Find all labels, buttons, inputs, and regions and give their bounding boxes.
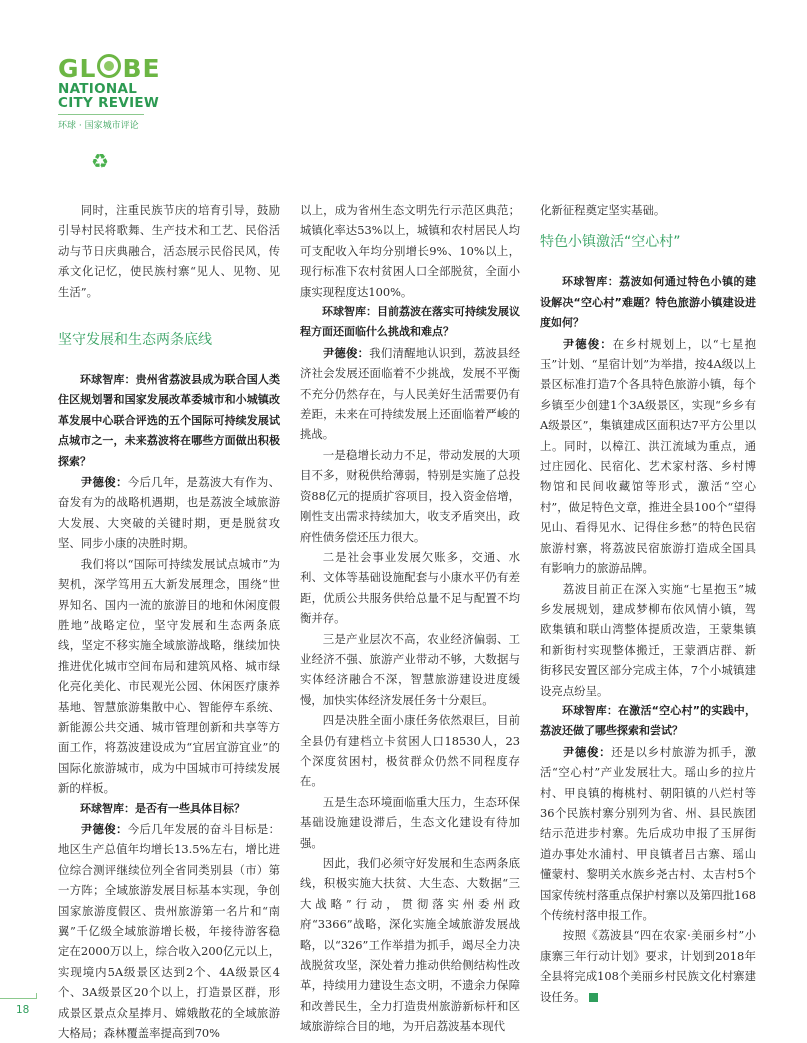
footer-rule	[0, 998, 36, 999]
paragraph	[540, 925, 756, 1007]
logo-city-review: CITY REVIEW	[58, 95, 160, 111]
logo-chinese-subtitle: 环球 · 国家城市评论	[58, 114, 144, 131]
article-column-1	[58, 200, 280, 1043]
paragraph: 三是产业层次不高，农业经济偏弱、工业经济不强、旅游产业带动不够，大数据与实体经济融合不深，智慧旅游建设进度缓慢，加快实体经济发展任务十分艰巨。	[300, 631, 520, 707]
paragraph: 同时，注重民族节庆的培育引导，鼓励引导村民将歌舞、生产技术和工艺、民俗活动与节日庆典融合，活态展示民俗民风，传承文化记忆，使民族村寨“见人、见物、见生活”。	[58, 203, 280, 299]
logo-national: NATIONAL	[58, 81, 138, 97]
interview-answer	[58, 819, 280, 1043]
section-heading: 坚守发展和生态两条底线	[58, 332, 212, 349]
globe-icon	[97, 54, 121, 78]
answer-text: 我们清醒地认识到，荔波县经济社会发展还面临着不少挑战，发展不平衡不充分仍然存在，与人民美好生活需要仍有差距，未来在可持续发展上还面临着严峻的挑战。	[300, 345, 520, 442]
paragraph: 一是稳增长动力不足，带动发展的大项目不多，财税供给薄弱，特别是实施了总投资88亿元的提质扩容项目，投入资金倍增，刚性支出需求持续加大，收支矛盾突出，政府性债务偿还压力很大。	[300, 447, 520, 544]
interview-answer	[58, 472, 280, 554]
page-number: 18	[16, 1004, 30, 1016]
recycle-icon: ♻	[91, 149, 109, 173]
paragraph: 四是决胜全面小康任务依然艰巨，目前全县仍有建档立卡贫困人口18530人，23个深度贫困村，极贫群众仍然不同程度存在。	[300, 713, 520, 789]
paragraph: 荔波目前正在深入实施“七星抱玉”城乡发展规划，建成梦柳布依风情小镇，驾欧集镇和联山湾整体提质改造，王蒙集镇和新街村实现整体搬迁，王蒙酒店群、新街移民安置区部分完成主体，7个小城镇建设亮点纷呈。	[540, 581, 756, 698]
interview-answer	[300, 343, 520, 445]
interview-answer	[540, 742, 756, 926]
article-column-3	[540, 200, 756, 1007]
paragraph: 二是社会事业发展欠账多，交通、水利、文体等基础设施配套与小康水平仍有差距，优质公共服务供给总量不足与配置不均衡并存。	[300, 549, 520, 626]
speaker-label: 尹德俊：	[80, 821, 128, 836]
answer-text: 今后几年，是荔波大有作为、奋发有为的战略机遇期，也是荔波全域旅游大发展、大突破的关键时期，更是脱贫攻坚、同步小康的决胜时期。	[58, 475, 280, 551]
speaker-label: 尹德俊：	[562, 336, 613, 351]
speaker-label: 尹德俊：	[80, 475, 128, 490]
paragraph: 五是生态环境面临重大压力，生态环保基础设施建设滞后，生态文化建设有待加强。	[300, 794, 520, 850]
answer-text: 在乡村规划上，以“七星抱玉”计划、“星宿计划”为举措，按4A级以上景区标准打造7个各具特色旅游小镇，每个乡镇至少创建1个3A级景区，实现“乡乡有A级景区”，集镇建成区面积达7平方公里以上。同时，以樟江、洪江流域为重点，通过庄园化、民宿化、艺术家村落、乡村博物馆和民间收藏馆等形式，激活“空心村”，做足特色文章，推进全县100个“望得见山、看得见水、记得住乡愁”的特色民宿旅游村寨，将荔波民宿旅游打造成全国具有影响力的旅游品牌。	[540, 336, 756, 576]
interview-question: 环球智库：是否有一些具体目标？	[80, 801, 245, 815]
article-column-2	[300, 200, 520, 1037]
interview-question: 环球智库：目前荔波在落实可持续发展议程方面还面临什么挑战和难点？	[300, 305, 520, 339]
paragraph: 我们将以“国际可持续发展试点城市”为契机，深学笃用五大新发展理念，围绕“世界知名、国内一流的旅游目的地和休闲度假胜地”战略定位，坚守发展和生态两条底线，坚定不移实施全域旅游战略，继续加快推进优化城市空间布局和建筑风格、城市绿化亮化美化、市民观光公园、休闲医疗康养基地、智慧旅游集散中心、智能停车系统、新能源公共交通、城市管理创新和共享等方面工作，将荔波建设成为“宜居宜游宜业”的国际化旅游城市，成为中国城市可持续发展新的样板。	[58, 556, 280, 796]
footer-rule-tick	[36, 993, 37, 999]
speaker-label: 尹德俊：	[322, 345, 370, 360]
speaker-label: 尹德俊：	[562, 744, 612, 759]
closing-text: 按照《荔波县“四在农家·美丽乡村”小康寨三年行动计划》要求，计划到2018年全县将完成108个美丽乡村民族文化村寨建设任务。	[540, 928, 756, 1004]
interview-answer	[540, 334, 756, 579]
answer-text: 今后几年发展的奋斗目标是：地区生产总值年均增长13.5%左右，增比进位综合测评继续位列全省同类别县（市）第一方阵；全域旅游发展目标基本实现，争创国家旅游度假区、贵州旅游第一名片和“南翼”千亿级全域旅游增长极，年接待游客稳定在2000万以上，综合收入200亿元以上，实现境内5A级景区达到2个、4A级景区4个、3A级景区20个以上，打造景区群，形成景区景点众星捧月、嫦娥散花的全域旅游大格局；森林覆盖率提高到70%	[58, 821, 280, 1041]
section-heading: 特色小镇激活“空心村”	[540, 234, 681, 251]
magazine-logo	[58, 54, 178, 131]
logo-globe: GL BE	[58, 54, 161, 83]
paragraph: 以上，成为省州生态文明先行示范区典范；城镇化率达53%以上，城镇和农村居民人均可支配收入年均分别增长9%、10%以上，现行标准下农村贫困人口全部脱贫，全面小康实现程度达100%。	[300, 203, 520, 299]
paragraph: 化新征程奠定坚实基础。	[540, 203, 666, 217]
answer-text: 还是以乡村旅游为抓手，激活“空心村”产业发展壮大。瑶山乡的拉片村、甲良镇的梅桃村、朝阳镇的八烂村等36个民族村寨分别列为省、州、县民族团结示范进步村寨。先后成功申报了玉屏街道办事处水浦村、甲良镇者吕古寨、瑶山懂蒙村、黎明关水族乡尧古村、太吉村5个国家传统村落重点保护村寨以及第四批168个传统村落申报工作。	[540, 744, 756, 922]
paragraph: 因此，我们必须守好发展和生态两条底线，积极实施大扶贫、大生态、大数据“三大战略”行动，贯彻落实州委州政府“3366”战略，深化实施全域旅游发展战略，以“326”工作举措为抓手，竭尽全力决战脱贫攻坚，深处着力推动供给侧结构性改革，持续用力建设生态文明，不遗余力保障和改善民生，全力打造贵州旅游新标杆和区域旅游综合目的地，为开启荔波基本现代	[300, 856, 520, 1034]
interview-question: 环球智库：贵州省荔波县成为联合国人类住区规划署和国家发展改革委城市和小城镇改革发展中心联合评选的五个国际可持续发展试点城市之一，未来荔波将在哪些方面做出积极探索？	[58, 373, 280, 468]
end-mark-icon	[589, 993, 598, 1002]
interview-question: 环球智库：在激活“空心村”的实践中，荔波还做了哪些探索和尝试？	[540, 703, 756, 738]
interview-question: 环球智库：荔波如何通过特色小镇的建设解决“空心村”难题？特色旅游小镇建设进度如何？	[540, 275, 756, 330]
